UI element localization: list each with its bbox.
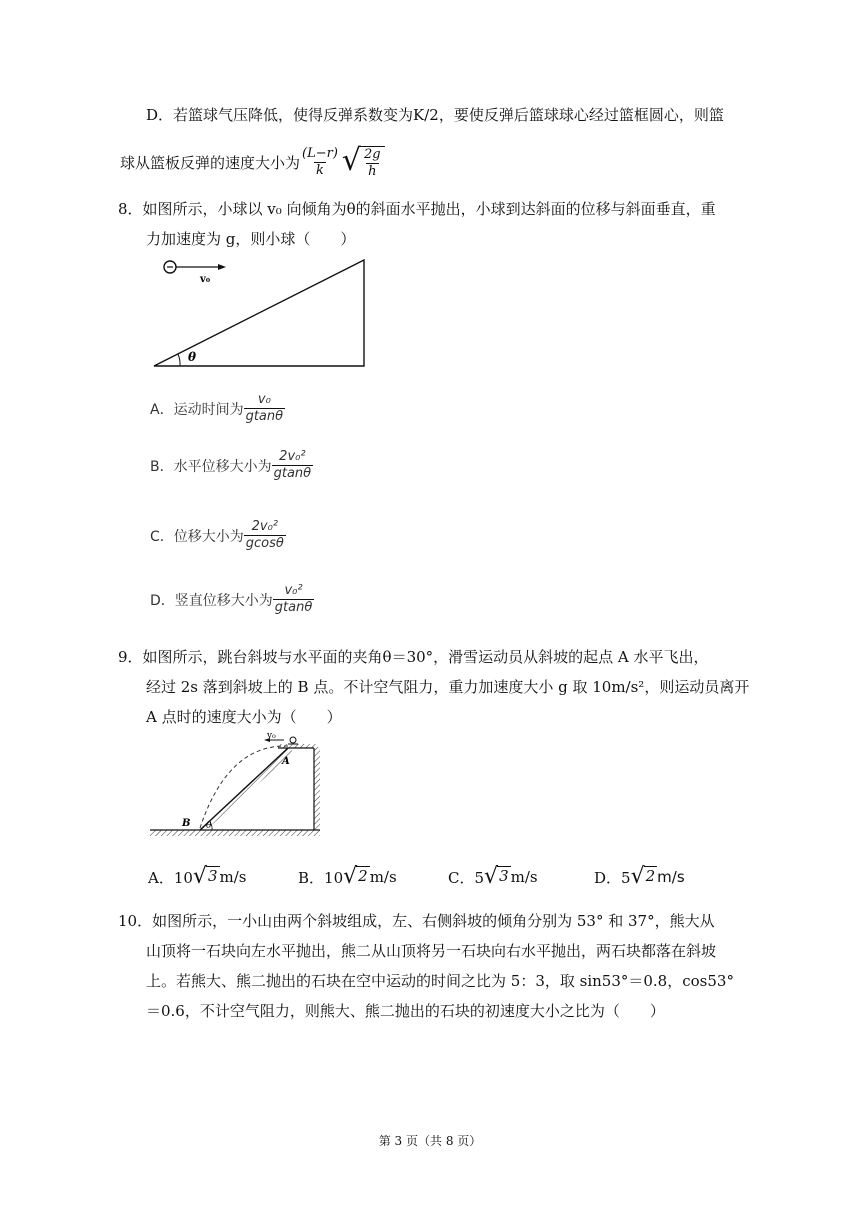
q7-option-d-text: 球从篮板反弹的速度大小为 xyxy=(120,154,301,173)
q9-line1: 9．如图所示，跳台斜坡与水平面的夹角θ＝30°，滑雪运动员从斜坡的起点 A 水平飞出， xyxy=(118,648,709,666)
q10-line4: ＝0.6，不计空气阻力，则熊大、熊二抛出的石块的初速度大小之比为（ ） xyxy=(146,1002,665,1020)
q7-sqrt: √ $\frac{2g}{h}$ xyxy=(342,146,385,180)
q7-frac-den: k xyxy=(316,163,324,179)
q9-fig-A: A xyxy=(282,756,290,767)
trajectory-path xyxy=(200,746,288,828)
q9-fig-B: B xyxy=(182,818,191,829)
incline-triangle xyxy=(154,260,364,366)
q8-option-d[interactable]: D．竖直位移大小为 $\frac{\text{v₀²}}{gtan\theta}$ xyxy=(150,583,313,616)
q8-figure xyxy=(148,252,373,374)
q9-option-c[interactable]: C．5 √ 3 m/s xyxy=(448,864,538,889)
q9-figure xyxy=(148,730,338,842)
q9-line2: 经过 2s 落到斜坡上的 B 点。不计空气阻力，重力加速度大小 g 取 10m/s²，则运动员离开 xyxy=(146,678,750,696)
skier-icon xyxy=(290,737,296,743)
q9-line3: A 点时的速度大小为（ ） xyxy=(146,708,342,726)
q8-option-c[interactable]: C．位移大小为 $\frac{\text{2v₀²}}{gcos\theta}$ xyxy=(150,519,284,552)
q9-option-a[interactable]: A．10 √ 3 m/s xyxy=(148,864,247,889)
q10-line3: 上。若熊大、熊二抛出的石块在空中运动的时间之比为 5：3，取 sin53°＝0.8，cos53° xyxy=(146,972,734,990)
q8-option-a[interactable]: A．运动时间为 $\frac{\text{v₀}}{gtan\theta}$ xyxy=(150,392,284,425)
q8-line2: 力加速度为 g，则小球（ ） xyxy=(146,230,356,248)
q9-fig-theta: θ xyxy=(206,821,212,831)
q8-line1: 8．如图所示，小球以 v₀ 向倾角为θ的斜面水平抛出，小球到达斜面的位移与斜面垂直，重 xyxy=(118,200,716,218)
q7-option-d-line2 xyxy=(120,143,385,180)
q8-option-b[interactable]: B．水平位移大小为 $\frac{\text{2v₀²}}{gtan\theta}$ xyxy=(150,449,312,482)
q8-fig-theta: θ xyxy=(188,350,197,364)
q7-sqrt-den: h xyxy=(368,164,377,180)
q9-option-b[interactable]: B．10 √ 2 m/s xyxy=(298,864,397,889)
q7-fraction xyxy=(300,147,340,179)
q7-option-d-line1: D．若篮球气压降低，使得反弹系数变为K/2，要使反弹后篮球球心经过篮框圆心，则篮 xyxy=(146,106,724,124)
ski-slope xyxy=(200,748,288,830)
q10-line2: 山顶将一石块向左水平抛出，熊二从山顶将另一石块向右水平抛出，两石块都落在斜坡 xyxy=(146,942,717,960)
q7-frac-num: (L−r) xyxy=(302,146,338,161)
q10-line1: 10．如图所示，一小山由两个斜坡组成，左、右侧斜坡的倾角分别为 53° 和 37°，熊大从 xyxy=(118,912,715,930)
q8-fig-v0: v₀ xyxy=(200,274,211,285)
page-footer: 第 3 页（共 8 页） xyxy=(378,1134,482,1148)
q7-sqrt-num: 2g xyxy=(364,147,381,162)
q9-fig-v0: v₀ xyxy=(267,731,276,741)
q9-option-d[interactable]: D．5 √ 2 m/s xyxy=(594,864,685,889)
